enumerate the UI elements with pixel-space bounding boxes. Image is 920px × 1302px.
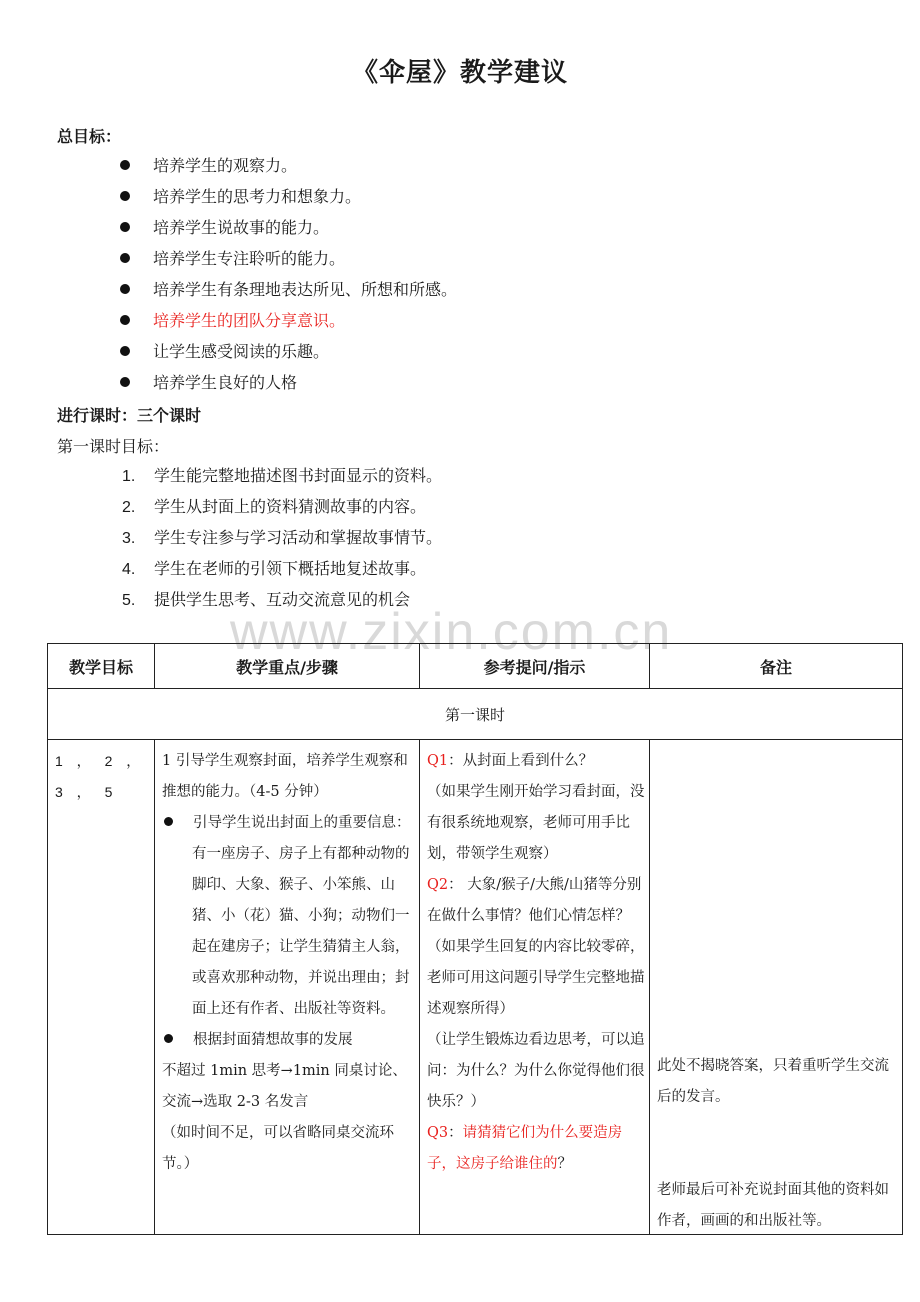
row-remarks	[650, 740, 903, 1235]
remark-1: 此处不揭晓答案，只着重听学生交流后的发言。	[657, 1058, 889, 1105]
overall-goal-text: 培养学生良好的人格	[153, 373, 298, 392]
overall-goal-text: 培养学生有条理地表达所见、所想和所感。	[153, 280, 458, 299]
q1-label: Q1	[427, 753, 449, 769]
bullet-icon	[120, 222, 130, 232]
bullet-icon	[120, 346, 130, 356]
session-label: 第一课时	[48, 689, 903, 740]
row-steps	[155, 740, 420, 1235]
header-questions: 参考提问/指示	[420, 644, 650, 689]
list-item	[122, 460, 442, 491]
bullet-icon	[120, 253, 130, 263]
list-number: 1.	[122, 468, 136, 485]
table-row	[48, 740, 903, 1235]
bullet-icon	[120, 377, 130, 387]
q3-end: ？	[557, 1156, 572, 1172]
overall-goal-heading: 总目标：	[57, 127, 122, 146]
bullet-icon	[120, 191, 130, 201]
list-item	[122, 522, 442, 553]
lesson1-goal-text: 学生能完整地描述图书封面显示的资料。	[154, 466, 443, 485]
bullet-icon	[164, 817, 173, 826]
list-item	[120, 212, 329, 243]
list-item	[120, 150, 297, 181]
q3-text: 请猜猜它们为什么要造房子，这房子给谁住的	[427, 1125, 623, 1172]
overall-goal-text: 让学生感受阅读的乐趣。	[153, 342, 330, 361]
bullet-icon	[164, 1034, 173, 1043]
overall-goal-text: 培养学生专注聆听的能力。	[153, 249, 346, 268]
document-title: 《伞屋》教学建议	[351, 58, 568, 88]
lesson-plan-table	[47, 643, 903, 1235]
list-item	[120, 181, 361, 212]
lesson1-goal-text: 学生在老师的引领下概括地复述故事。	[154, 559, 427, 578]
table-header-row	[48, 644, 903, 689]
header-key-steps: 教学重点/步骤	[155, 644, 420, 689]
list-number: 5.	[122, 592, 136, 609]
lesson1-goal-text: 学生从封面上的资料猜测故事的内容。	[154, 497, 427, 516]
overall-goal-text: 培养学生的团队分享意识。	[153, 311, 346, 330]
list-item	[122, 491, 426, 522]
header-remarks: 备注	[650, 644, 903, 689]
bullet-icon	[120, 315, 130, 325]
step-intro: 1 引导学生观察封面，培养学生观察和推想的能力。（4-5 分钟）	[162, 753, 408, 800]
step-point-2	[162, 1025, 415, 1056]
lesson1-goal-text: 提供学生思考、互动交流意见的机会	[154, 590, 411, 609]
question-3	[427, 1118, 645, 1180]
watermark: www.zixin.com.cn	[230, 603, 673, 661]
header-teaching-goal: 教学目标	[48, 644, 155, 689]
q2-label: Q2	[427, 877, 449, 893]
row-goals: 1 ， 2 ， 3 ， 5	[48, 740, 155, 1235]
session-row	[48, 689, 903, 740]
list-number: 4.	[122, 561, 136, 578]
overall-goal-text: 培养学生的观察力。	[153, 156, 298, 175]
list-number: 3.	[122, 530, 136, 547]
question-1	[427, 746, 645, 777]
lesson1-goal-heading: 第一课时目标：	[57, 437, 170, 456]
list-item	[120, 274, 457, 305]
q3-colon: ：	[448, 1125, 463, 1141]
overall-goal-text: 培养学生说故事的能力。	[153, 218, 330, 237]
list-item	[120, 305, 345, 336]
list-number: 2.	[122, 499, 136, 516]
step-note: （如时间不足，可以省略同桌交流环节。）	[162, 1125, 394, 1172]
q2-note: （让学生锻炼边看边思考，可以追问：为什么？为什么你觉得他们很快乐？）	[427, 1032, 645, 1110]
row-questions	[420, 740, 650, 1235]
step-process: 不超过 1min 思考→1min 同桌讨论、交流→选取 2-3 名发言	[162, 1063, 407, 1110]
step-point-1	[162, 808, 415, 1025]
overall-goal-text: 培养学生的思考力和想象力。	[153, 187, 362, 206]
q1-note: （如果学生刚开始学习看封面，没有很系统地观察，老师可用手比划，带领学生观察）	[427, 784, 645, 862]
sessions-heading: 进行课时：三个课时	[57, 406, 202, 425]
list-item	[120, 367, 297, 398]
remark-2: 老师最后可补充说封面其他的资料如作者，画画的和出版社等。	[657, 1182, 889, 1229]
q1-text: ：从封面上看到什么？	[448, 753, 594, 769]
bullet-icon	[120, 160, 130, 170]
list-item	[120, 336, 329, 367]
step-point-2-text: 根据封面猜想故事的发展	[193, 1032, 353, 1048]
q3-label: Q3	[427, 1125, 449, 1141]
question-2	[427, 870, 645, 1025]
list-item	[120, 243, 345, 274]
lesson1-goal-text: 学生专注参与学习活动和掌握故事情节。	[154, 528, 443, 547]
step-point-1-text: 引导学生说出封面上的重要信息：有一座房子、房子上有都种动物的脚印、大象、猴子、小笨熊、山猪、小（花）猫、小狗；动物们一起在建房子；让学生猜猜主人翁，或喜欢那种动物，并说出理由；封面上还有作者、出版社等资料。	[192, 815, 411, 1017]
list-item	[122, 553, 426, 584]
q2-text: ： 大象/猴子/大熊/山猪等分别在做什么事情？他们心情怎样？（如果学生回复的内容比较零碎，老师可用这问题引导学生完整地描述观察所得）	[427, 877, 645, 1017]
bullet-icon	[120, 284, 130, 294]
